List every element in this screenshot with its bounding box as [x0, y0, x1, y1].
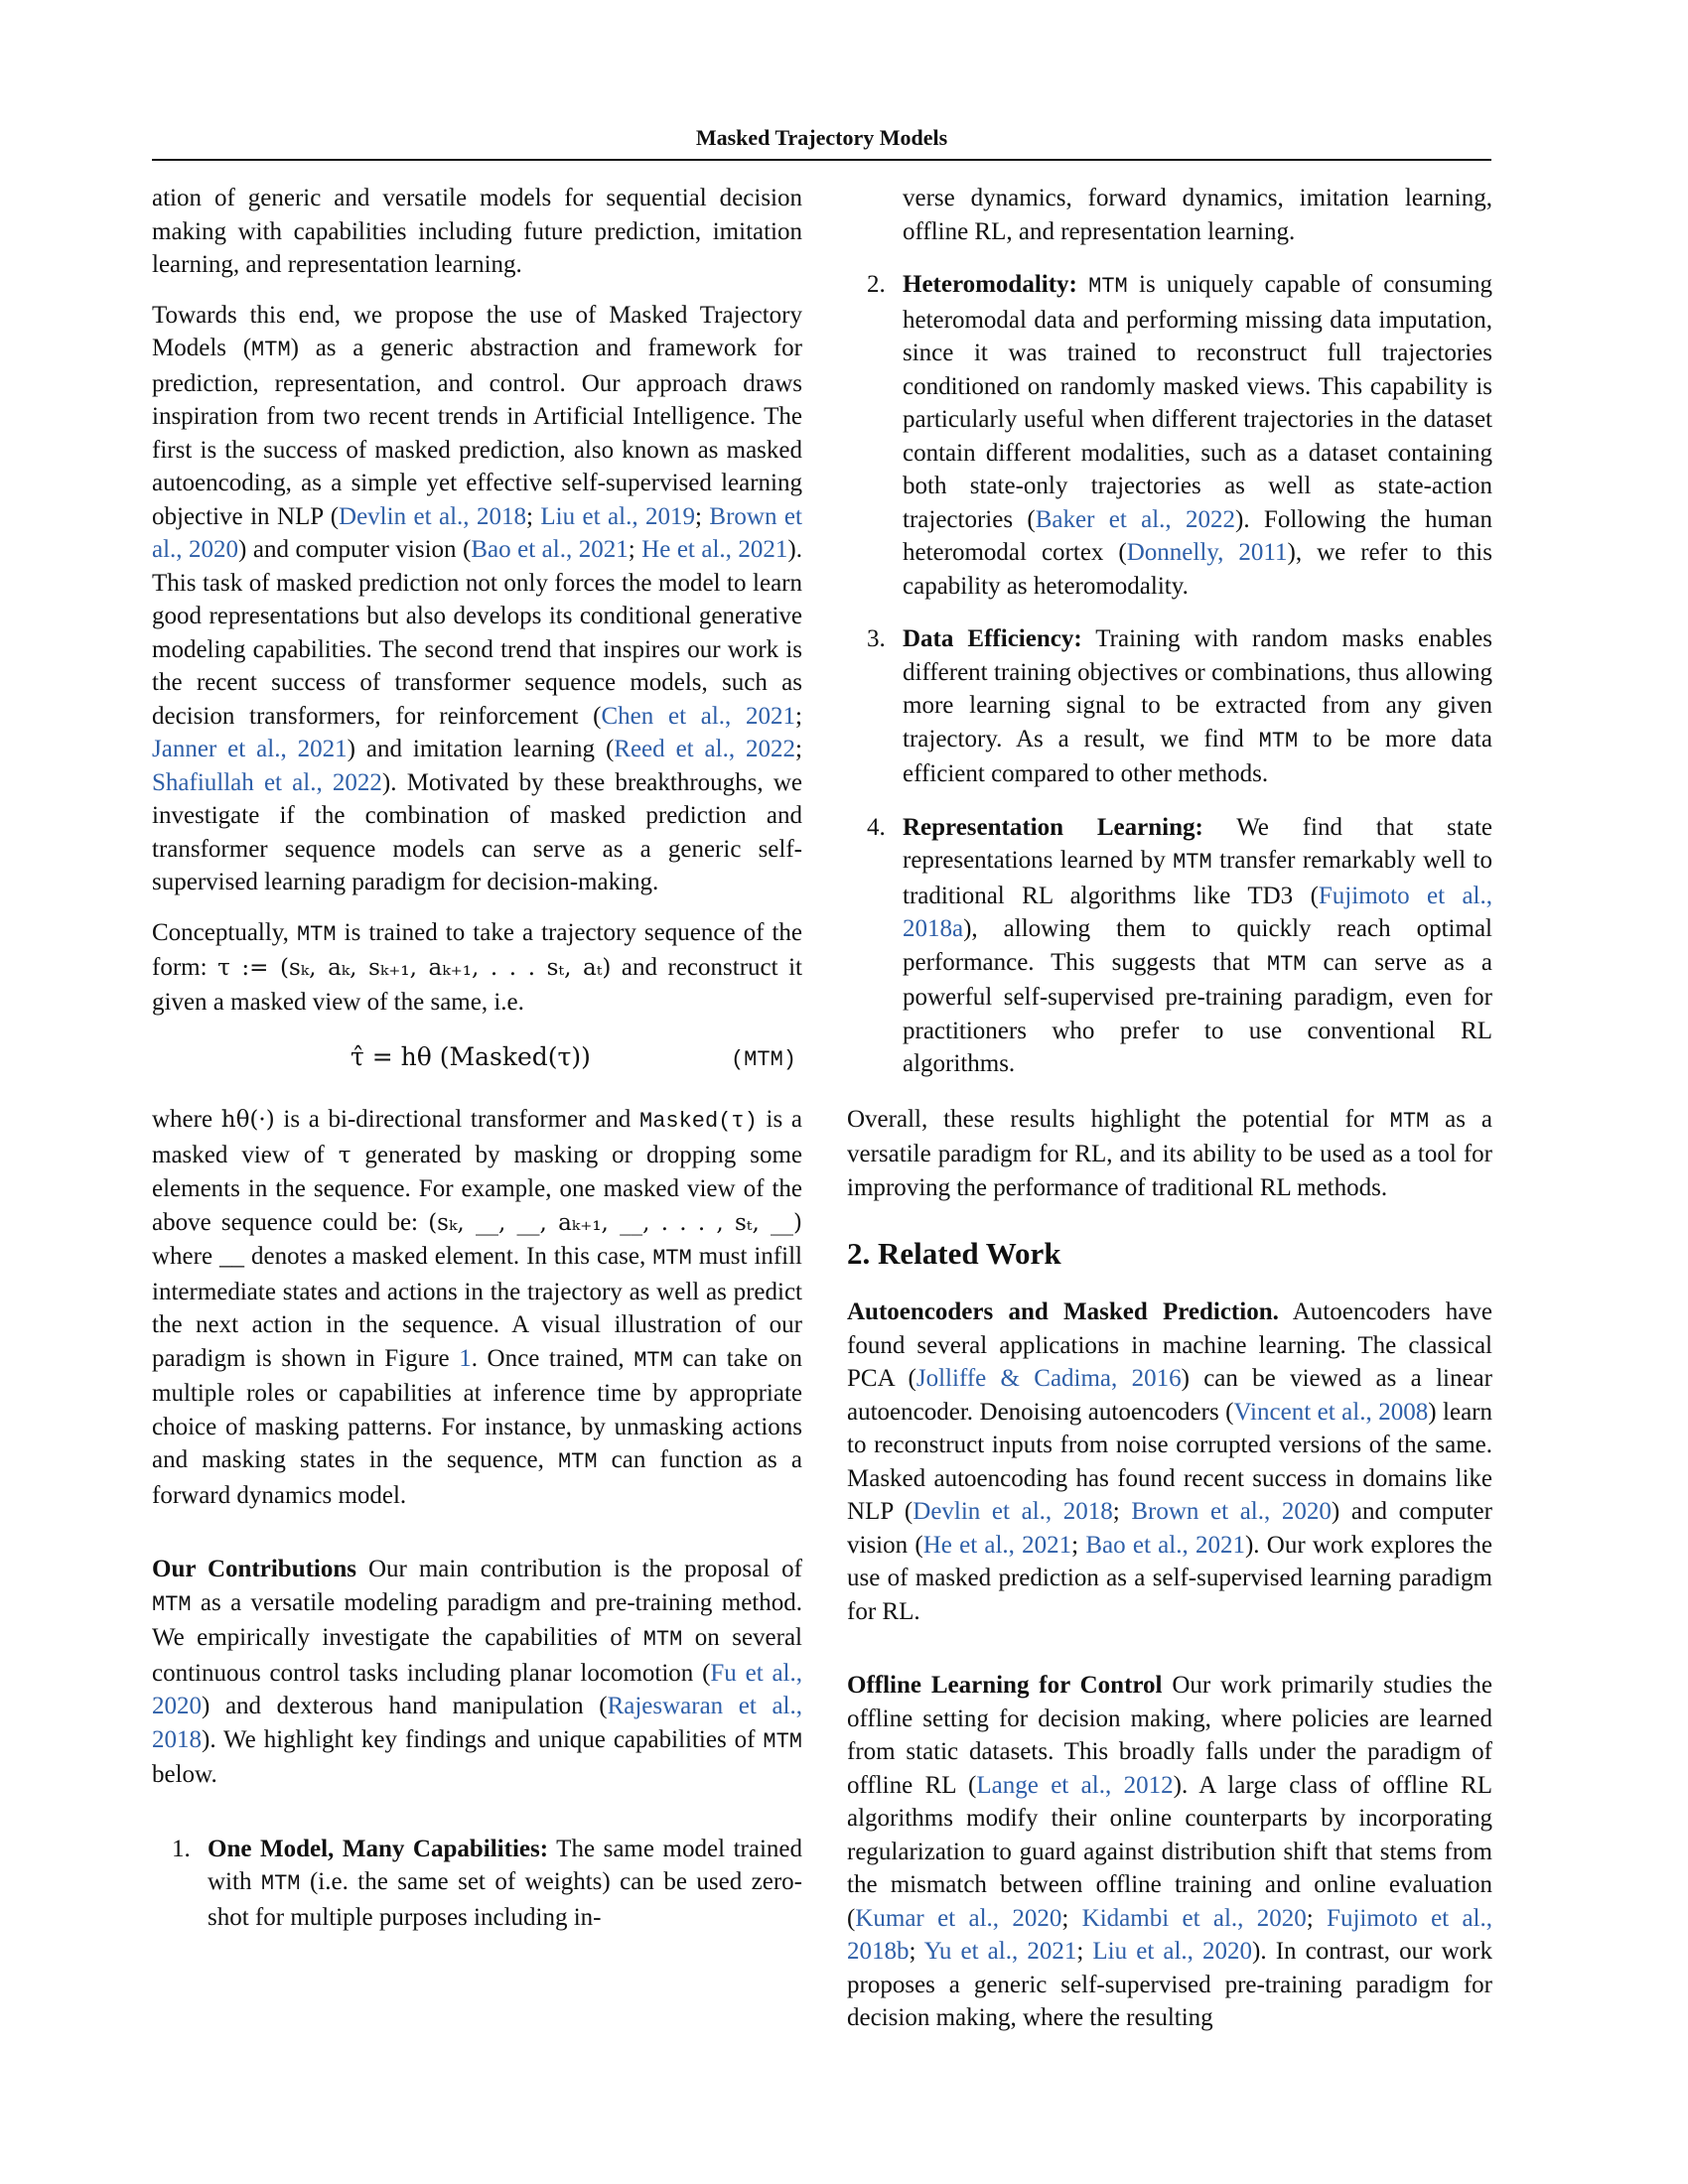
- paragraph-contributions: Our Contributions Our main contribution is the proposal of MTM as a versatile modeling paradigm and pre-training method. We empirically investigate the capabilities of MTM on several continuous control tasks including planar locomotion (Fu et al., 2020) and dexterous hand manipulation (Rajeswaran et al., 2018). We highlight key findings and unique capabilities of MTM below.: [152, 1556, 803, 1788]
- contributions-list: [152, 1833, 802, 1935]
- paragraph-intro-cont: ation of generic and versatile models for sequential decision making with capabilities including future prediction, imitation learning, and representation learning.: [152, 185, 802, 278]
- citation-link[interactable]: Bao et al., 2021: [1085, 1531, 1245, 1559]
- paragraph-offline: Offline Learning for Control Our work primarily studies the offline setting for decision making, where policies are learned from static datasets. This broadly falls under the paradigm of offline RL (Lange et al., 2012). A large class of offline RL algorithms modify their online counterparts by incorporating regularization to guard against distribution shift that stems from the mismatch between offline training and online evaluation (Kumar et al., 2020; Kidambi et al., 2020; Fujimoto et al., 2018b; Yu et al., 2021; Liu et al., 2020). In contrast, our work proposes a generic self-supervised pre-training paradigm for decision making, where the resulting: [847, 1672, 1493, 2031]
- mtm-label: MTM: [251, 338, 291, 362]
- citation-link[interactable]: Jolliffe & Cadima, 2016: [915, 1365, 1182, 1392]
- citation-link[interactable]: Bao et al., 2021: [471, 536, 629, 563]
- citation-link[interactable]: Liu et al., 2019: [540, 502, 696, 530]
- citation-link[interactable]: Brown et al., 2020: [1131, 1498, 1332, 1525]
- list-item: verse dynamics, forward dynamics, imitation learning, offline RL, and representation learning.: [903, 185, 1492, 245]
- citation-link[interactable]: Kidambi et al., 2020: [1081, 1904, 1307, 1932]
- citation-link[interactable]: Reed et al., 2022: [614, 736, 796, 762]
- citation-link[interactable]: He et al., 2021: [641, 536, 788, 563]
- citation-link[interactable]: Chen et al., 2021: [601, 702, 796, 730]
- citation-link[interactable]: Vincent et al., 2008: [1233, 1398, 1429, 1426]
- equation-tag: (MTM): [730, 1047, 796, 1072]
- citation-link[interactable]: Donnelly, 2011: [1126, 539, 1288, 566]
- list-item: 3. Data Efficiency: Training with random masks enables different training objectives or combinations, thus allowing more learning signal to be extracted from any given trajectory. As a result, we find MTM to be more data efficient compared to other methods.: [867, 625, 1492, 787]
- citation-link[interactable]: He et al., 2021: [922, 1531, 1072, 1559]
- trajectory-math: τ := (sₖ, aₖ, sₖ₊₁, aₖ₊₁, . . . sₜ, aₜ): [217, 955, 612, 981]
- citation-link[interactable]: Kumar et al., 2020: [855, 1904, 1062, 1932]
- right-column: [847, 182, 1492, 2052]
- run-in-heading: Offline Learning for Control: [847, 1672, 1163, 1699]
- list-item: 1. One Model, Many Capabilities: The same model trained with MTM (i.e. the same set of weights) can be used zero-shot for multiple purposes including in-: [172, 1835, 803, 1931]
- paragraph-autoencoders: Autoencoders and Masked Prediction. Autoencoders have found several applications in machine learning. The classical PCA (Jolliffe & Cadima, 2016) can be viewed as a linear autoencoder. Denoising autoencoders (Vincent et al., 2008) learn to reconstruct inputs from noise corrupted versions of the same. Masked autoencoding has found recent success in domains like NLP (Devlin et al., 2018; Brown et al., 2020) and computer vision (He et al., 2021; Bao et al., 2021). Our work explores the use of masked prediction as a self-supervised learning paradigm for RL.: [847, 1298, 1493, 1625]
- citation-link[interactable]: Devlin et al., 2018: [913, 1498, 1113, 1525]
- equation-body: τ̂ = hθ (Masked(τ)): [351, 1042, 591, 1071]
- list-item: 4. Representation Learning: We find that state representations learned by MTM transfer remarkably well to traditional RL algorithms like TD3 (Fujimoto et al., 2018a), allowing them to quickly reach optimal performance. This suggests that MTM can serve as a powerful self-supervised pre-training paradigm, even for practitioners who prefer to use conventional RL algorithms.: [867, 813, 1492, 1077]
- citation-link[interactable]: Shafiullah et al., 2022: [152, 768, 382, 796]
- mtm-label: MTM: [296, 921, 337, 947]
- citation-link[interactable]: Janner et al., 2021: [152, 736, 348, 762]
- header-rule: [152, 159, 1491, 161]
- citation-link[interactable]: Brown et al., 2020: [152, 502, 802, 563]
- figure-link[interactable]: 1: [459, 1344, 472, 1372]
- section-heading: 2. Related Work: [847, 1236, 1061, 1271]
- run-in-heading: Our Contributions: [152, 1556, 356, 1582]
- mtm-label: MTM: [557, 1449, 598, 1474]
- paragraph-where: where hθ(·) is a bi-directional transformer and Masked(τ) is a masked view of τ generated by masking or dropping some elements in the sequence. For example, one masked view of the above sequence could be: (sₖ, __, __, aₖ₊₁, __, . . . , sₜ, __) where __ denotes a masked element. In this case, MTM must infill intermediate states and actions in the trajectory as well as predict the next action in the sequence. A visual illustration of our paradigm is shown in Figure 1. Once trained, MTM can take on multiple roles or capabilities at inference time by appropriate choice of masking patterns. For instance, by unmasking actions and masking states in the sequence, MTM can function as a forward dynamics model.: [152, 1106, 803, 1509]
- citation-link[interactable]: Fujimoto et al., 2018a: [903, 882, 1492, 942]
- citation-link[interactable]: Fu et al., 2020: [152, 1659, 802, 1719]
- citation-link[interactable]: Yu et al., 2021: [923, 1938, 1077, 1965]
- list-item: 2. Heteromodality: MTM is uniquely capable of consuming heteromodal data and performing missing data imputation, since it was trained to reconstruct full trajectories conditioned on randomly masked views. This capability is particularly useful when different trajectories in the dataset contain different modalities, such as a dataset containing both state-only trajectories as well as state-action trajectories (Baker et al., 2022). Following the human heteromodal cortex (Donnelly, 2011), we refer to this capability as heteromodality.: [867, 271, 1492, 600]
- paragraph-towards: Towards this end, we propose the use of Masked Trajectory Models (MTM) as a generic abstraction and framework for prediction, representation, and control. Our approach draws inspiration from two recent trends in Artificial Intelligence. The first is the success of masked prediction, also known as masked autoencoding, as a simple yet effective self-supervised learning objective in NLP (Devlin et al., 2018; Liu et al., 2019; Brown et al., 2020) and computer vision (Bao et al., 2021; He et al., 2021). This task of masked prediction not only forces the model to learn good representations but also develops its conditional generative modeling capabilities. The second trend that inspires our work is the recent success of transformer sequence models, such as decision transformers, for reinforcement (Chen et al., 2021; Janner et al., 2021) and imitation learning (Reed et al., 2022; Shafiullah et al., 2022). Motivated by these breakthroughs, we investigate if the combination of masked prediction and transformer sequence models can serve as a generic self-supervised learning paradigm for decision-making.: [152, 301, 803, 895]
- paragraph-conceptually: Conceptually, MTM is trained to take a trajectory sequence of the form: τ := (sₖ, aₖ, sₖ₊₁, aₖ₊₁, . . . sₜ, aₜ) and reconstruct it given a masked view of the same, i.e.: [152, 918, 802, 1016]
- mtm-label: MTM: [633, 1347, 673, 1373]
- contributions-list-cont: [847, 182, 1492, 1081]
- run-in-heading: Autoencoders and Masked Prediction.: [847, 1298, 1279, 1325]
- mtm-label: MTM: [652, 1246, 692, 1271]
- paragraph-overall: Overall, these results highlight the potential for MTM as a versatile paradigm for RL, and its ability to be used as a tool for improving the performance of traditional RL methods.: [847, 1105, 1492, 1201]
- left-column: [152, 182, 802, 1954]
- running-header: Masked Trajectory Models: [695, 125, 948, 150]
- citation-link[interactable]: Devlin et al., 2018: [339, 502, 526, 530]
- equation-mtm: [152, 1035, 802, 1085]
- citation-link[interactable]: Baker et al., 2022: [1035, 505, 1236, 533]
- citation-link[interactable]: Fujimoto et al., 2018b: [847, 1904, 1492, 1965]
- citation-link[interactable]: Lange et al., 2012: [976, 1771, 1174, 1799]
- citation-link[interactable]: Rajeswaran et al., 2018: [152, 1693, 802, 1753]
- citation-link[interactable]: Liu et al., 2020: [1092, 1938, 1253, 1965]
